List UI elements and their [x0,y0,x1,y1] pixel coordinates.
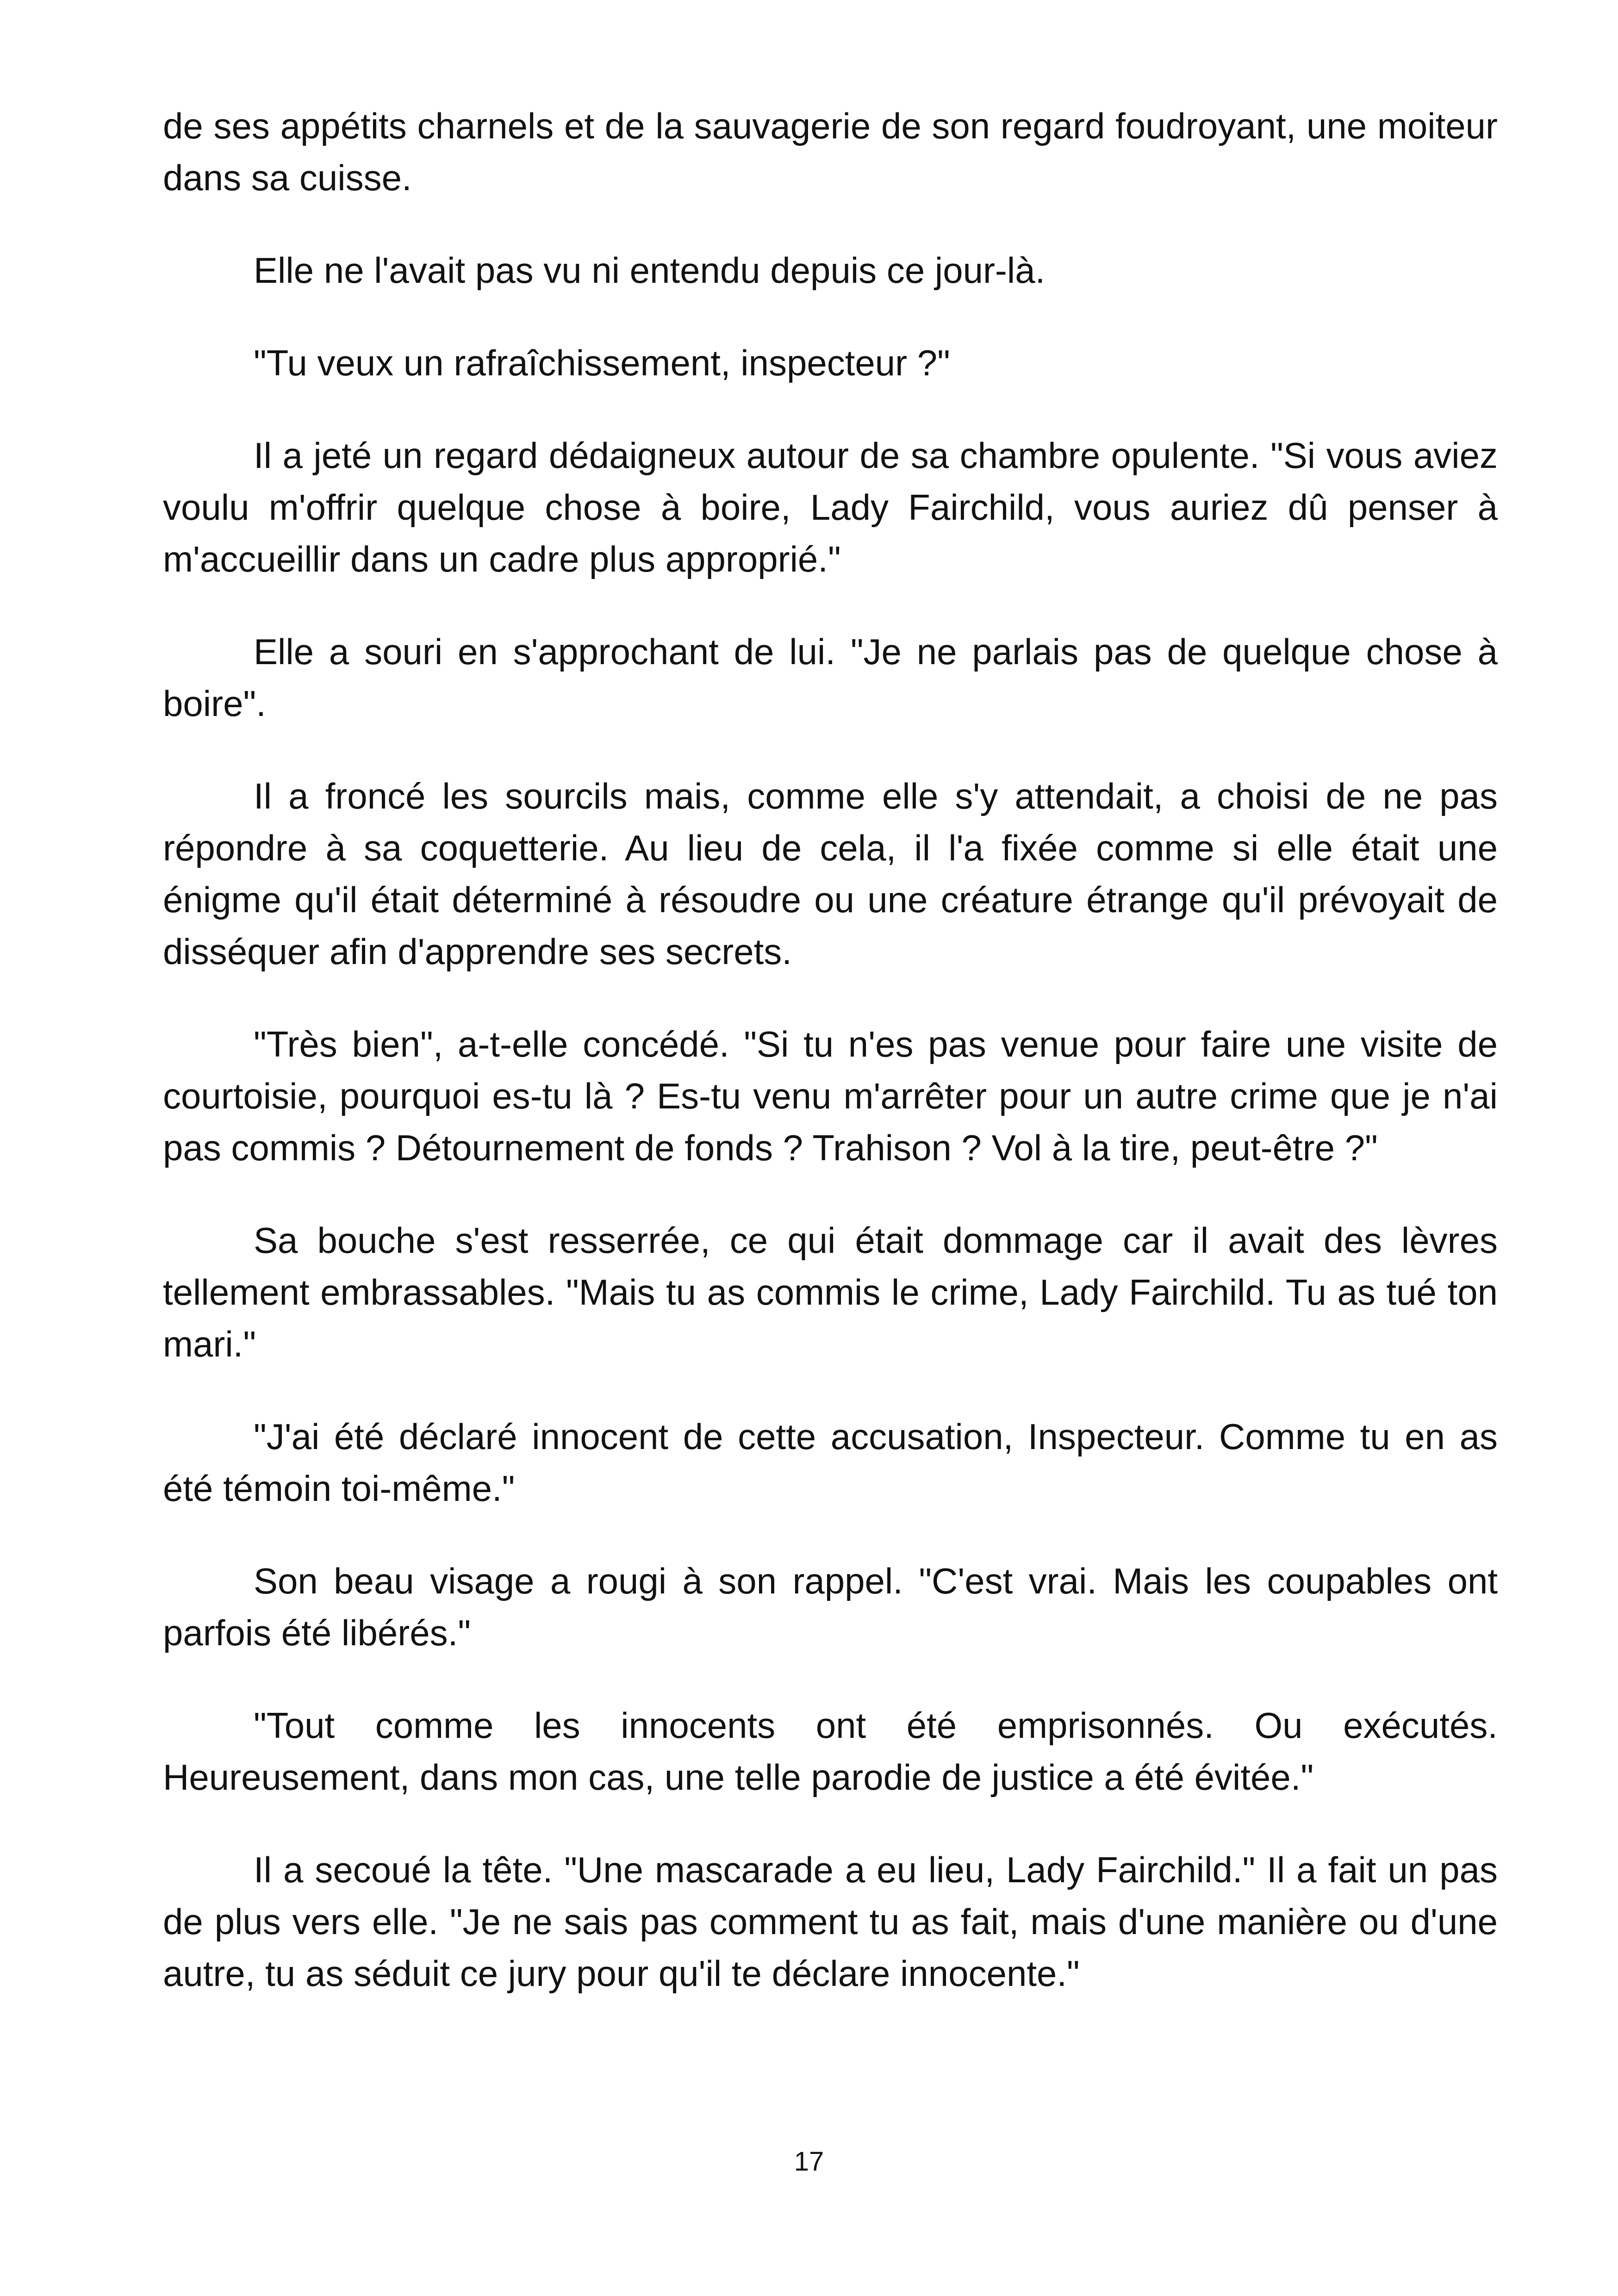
paragraph-3: "Tu veux un rafraîchissement, inspecteur ?" [254,342,950,383]
paragraph-11: "Tout comme les innocents ont été emprisonnés. Ou exécutés. Heureusement, dans mon cas, une telle parodie de justice a été évitée." [163,1705,1498,1798]
paragraph-8: Sa bouche s'est resserrée, ce qui était dommage car il avait des lèvres tellement embrassables. "Mais tu as commis le crime, Lady Fairchild. Tu as tué ton mari." [163,1220,1498,1364]
paragraph-7: "Très bien", a-t-elle concédé. "Si tu n'es pas venue pour faire une visite de courtoisie, pourquoi es-tu là ? Es-tu venu m'arrêter pour un autre crime que je n'ai pas commis ? Détournement de fonds ? Trahison ? Vol à la tire, peut-être ?" [163,1024,1498,1168]
paragraph-9: "J'ai été déclaré innocent de cette accusation, Inspecteur. Comme tu en as été témoin toi-même." [163,1416,1498,1509]
paragraph-4: Il a jeté un regard dédaigneux autour de sa chambre opulente. "Si vous aviez voulu m'offrir quelque chose à boire, Lady Fairchild, vous auriez dû penser à m'accueillir dans un cadre plus approprié." [163,435,1498,579]
paragraph-2: Elle ne l'avait pas vu ni entendu depuis ce jour-là. [254,250,1045,291]
paragraph-12: Il a secoué la tête. "Une mascarade a eu lieu, Lady Fairchild." Il a fait un pas de plus vers elle. "Je ne sais pas comment tu as fait, mais d'une manière ou d'une autre, tu as séduit ce jury pour qu'il te déclare innocente." [163,1849,1498,1994]
paragraph-10: Son beau visage a rougi à son rappel. "C'est vrai. Mais les coupables ont parfois été libérés." [163,1561,1498,1653]
body-text [163,100,1498,2040]
paragraph-1: de ses appétits charnels et de la sauvagerie de son regard foudroyant, une moiteur dans sa cuisse. [163,106,1498,198]
page-number: 17 [794,2147,824,2177]
paragraph-5: Elle a souri en s'approchant de lui. "Je ne parlais pas de quelque chose à boire". [163,631,1498,724]
paragraph-6: Il a froncé les sourcils mais, comme elle s'y attendait, a choisi de ne pas répondre à sa coquetterie. Au lieu de cela, il l'a fixée comme si elle était une énigme qu'il était déterminé à résoudre ou une créature étrange qu'il prévoyait de disséquer afin d'apprendre ses secrets. [163,776,1498,972]
